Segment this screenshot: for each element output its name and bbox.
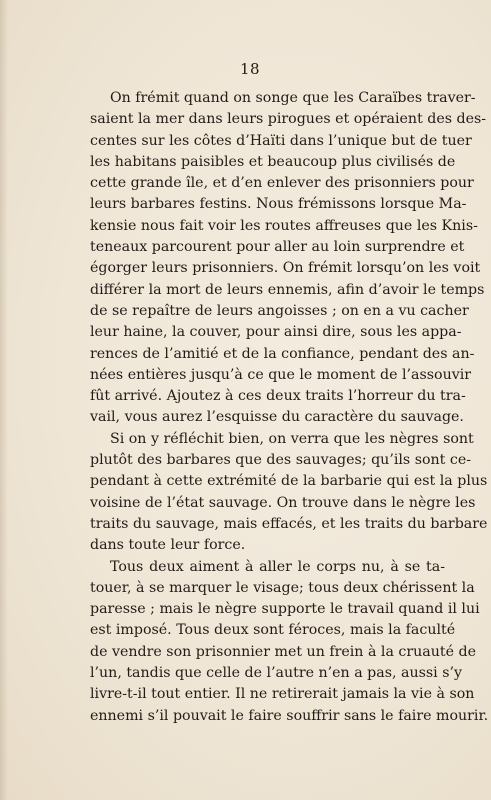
text-line: de se repaître de leurs angoisses ; on en a vu cacher: [90, 302, 469, 319]
text-line: dans toute leur force.: [90, 537, 246, 554]
text-line: paresse ; mais le nègre supporte le travail quand il lui: [90, 601, 480, 618]
text-line: les habitans paisibles et beaucoup plus civilisés de: [90, 153, 456, 170]
paragraph-2: [90, 429, 488, 557]
text-line: l’un, tandis que celle de l’autre n’en a pas, aussi s’y: [90, 665, 463, 682]
text-line: livre-t-il tout entier. Il ne retirerait jamais la vie à son: [90, 686, 475, 703]
text-line: de vendre son prisonnier met un frein à la cruauté de: [90, 643, 476, 660]
text-line: teneaux parcourent pour aller au loin surprendre et: [90, 239, 465, 256]
text-line: voisine de l’état sauvage. On trouve dans le nègre les: [90, 494, 476, 511]
text-line: pendant à cette extrémité de la barbarie qui est la plus: [90, 473, 488, 490]
body-text: [90, 88, 489, 727]
text-line: est imposé. Tous deux sont féroces, mais la faculté: [90, 622, 456, 639]
paragraph-1: [90, 88, 487, 429]
text-line: fût arrivé. Ajoutez à ces deux traits l’horreur du tra-: [90, 388, 466, 405]
text-line: Tous deux aiment à aller le corps nu, à se ta-: [110, 558, 445, 575]
text-line: rences de l’amitié et de la confiance, pendant des an-: [90, 345, 475, 362]
text-line: saient la mer dans leurs pirogues et opéraient des des-: [90, 111, 487, 128]
text-line: Si on y réfléchit bien, on verra que les nègres sont: [110, 430, 474, 447]
text-line: traits du sauvage, mais effacés, et les traits du barbare: [90, 515, 488, 532]
text-line: ennemi s’il pouvait le faire souffrir sans le faire mourir.: [90, 707, 489, 724]
text-line: leur haine, la couver, pour ainsi dire, sous les appa-: [90, 324, 462, 341]
text-line: nées entières jusqu’à ce que le moment de l’assouvir: [90, 366, 472, 383]
text-line: cette grande île, et d’en enlever des prisonniers pour: [90, 175, 474, 192]
paragraph-3: [90, 557, 489, 727]
text-line: différer la mort de leurs ennemis, afin d’avoir le temps: [90, 281, 485, 298]
text-line: touer, à se marquer le visage; tous deux chérissent la: [90, 579, 475, 596]
text-line: centes sur les côtes d’Haïti dans l’unique but de tuer: [90, 132, 472, 149]
text-line: vail, vous aurez l’esquisse du caractère du sauvage.: [90, 409, 464, 426]
page-edge-shadow: [0, 0, 8, 800]
text-line: kensie nous fait voir les routes affreuses que les Knis-: [90, 217, 478, 234]
page-number: 18: [240, 60, 261, 78]
text-line: leurs barbares festins. Nous frémissons lorsque Ma-: [90, 196, 467, 213]
text-line: On frémit quand on songe que les Caraïbes traver-: [110, 90, 476, 106]
text-line: plutôt des barbares que des sauvages; qu’ils sont ce-: [90, 452, 472, 469]
text-line: égorger leurs prisonniers. On frémit lorsqu’on les voit: [90, 260, 481, 277]
